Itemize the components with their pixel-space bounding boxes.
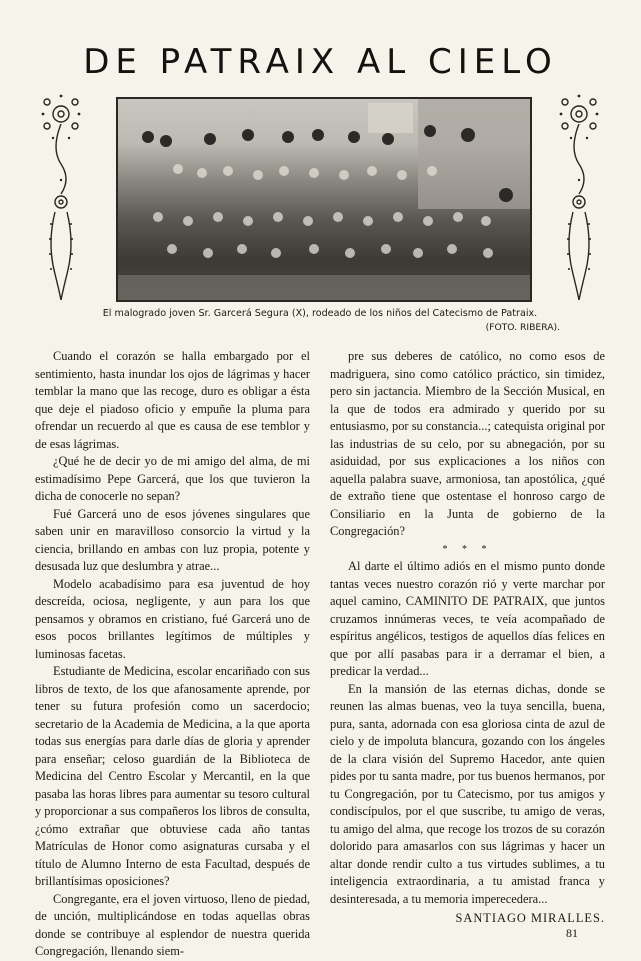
- right-column: [330, 348, 605, 928]
- paragraph: pre sus deberes de católico, no como esos de madriguera, sino como católico práctico, sin timidez, pero sin jactancia. Miembro de la Sección Musical, en la que de todos era admirado y querido por su entusiasmo, por su constancia...; catequista original por las industrias de su celo, por su abnegación, por su asiduidad, por sus explicaciones a los niños con aquella palabra suave, armoniosa, tan apostólica, ¿qué de extraño tiene que ostentase el honroso cargo de Consiliario en la Junta de gobierno de la Congregación?: [330, 349, 605, 538]
- floral-ornament-right-icon: [557, 94, 601, 306]
- paragraph: En la mansión de las eternas dichas, donde se reunen las almas buenas, veo la tuya sencilla, buena, pura, santa, adornada con esa gloriosa cinta de azul de cielo y de impoluta blancura, gozando con los ángeles de la clara visión del Supremo Hacedor, ante quien pides por tu santa madre, por tus buenos hermanos, por tu Congregación, por tu Catecismo, por tus amigos y condiscípulos, por el que suscribe, tu amigo de veras, tu amigo del alma, que recoge los trozos de su corazón dolorido para amasarlos con sus lágrimas y hacer un altar donde rendir culto a tus virtudes sublimes, a tu inteligencia extraordinaria, a tu amistad franca y desinteresada, a tu memoria imperecedera...: [330, 681, 605, 906]
- paragraph: Estudiante de Medicina, escolar encariñado con sus libros de texto, de los que afanosamente aprende, por tener su futura profesión como un sacerdocio; secretario de la Academia de Medicina, a la que aporta todas sus energías para darle días de gloria y aprender para enseñar; celoso guardián de la Biblioteca de Medicina del Centro Escolar y Mercantil, en la que pasaba las horas libres para aumentar su tesoro cultural y proporcionar a sus compañeros los libros de consulta, ¿cómo extrañar que obtuviese cada año tantas Matrículas de Honor como asignaturas cursaba y el título de Alumno Interno de esta Facultad, después de brillantísimas oposiciones?: [35, 664, 310, 888]
- article-title: DE PATRAIX AL CIELO: [83, 42, 558, 82]
- paragraph: ¿Qué he de decir yo de mi amigo del alma, de mi estimadísimo Pepe Garcerá, que los que tuvieron la dicha de conocerle no sepan?: [35, 454, 310, 503]
- group-photograph: [116, 97, 532, 302]
- section-separator: * * *: [442, 543, 493, 555]
- photo-caption: El malogrado joven Sr. Garcerá Segura (X), rodeado de los niños del Catecismo de Patraix.: [102, 308, 538, 319]
- photo-credit: (FOTO. RIBERA).: [485, 322, 560, 333]
- floral-ornament-left-icon: [39, 94, 83, 306]
- paragraph: Congregante, era el joven virtuoso, lleno de piedad, de unción, multiplicándose en todas aquellas obras donde se contribuye al esplendor de nuestra querida Congregación, llenando siem-: [35, 891, 310, 958]
- paragraph: Al darte el último adiós en el mismo punto donde tantas veces nuestro corazón rió y verte marchar por aquel camino, CAMINITO DE PATRAIX, que juntos cruzamos innúmeras veces, te veía acompañado de espíritus angélicos, testigos de aquellos días felices en que por allí pasabas para ir a derramar el bien, a predicar la verdad...: [330, 559, 605, 678]
- paragraph: Fué Garcerá uno de esos jóvenes singulares que saben unir en maravilloso consorcio la virtud y la ciencia, brillando en ambas con luz propia, potente y desusada luz que deslumbra y atrae...: [35, 506, 310, 573]
- paragraph: Modelo acabadísimo para esa juventud de hoy descreída, ociosa, negligente, y aun para los que pensamos y obramos en cristiano, fué Garcerá uno de esos pocos brillantes legítimos de múltiples y luminosas facetas.: [35, 576, 310, 661]
- left-column: [35, 348, 310, 961]
- photo-figures: [118, 99, 530, 300]
- paragraph: Cuando el corazón se halla embargado por el sentimiento, hasta inundar los ojos de lágrimas y hacer temblar la mano que las recoge, duro es obligar a ésta que deje el piadoso oficio y empuñe la pluma para ofrendar un recuerdo al que es causa de ese temblor y de esas lágrimas.: [35, 349, 310, 451]
- page-number: 81: [566, 926, 578, 940]
- author-signature: SANTIAGO MIRALLES.: [455, 911, 605, 925]
